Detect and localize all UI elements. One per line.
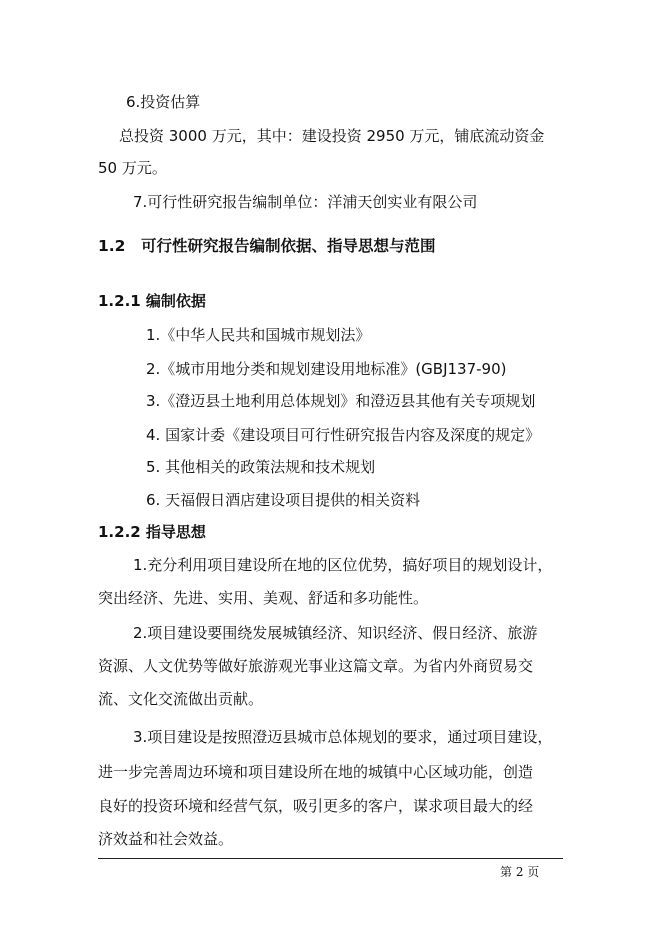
guiding-p3-line-1: 3.项目建设是按照澄迈县城市总体规划的要求，通过项目建设， — [133, 728, 553, 746]
basis-list-item-4: 4. 国家计委《建设项目可行性研究报告内容及深度的规定》 — [146, 426, 541, 444]
guiding-p2-line-1: 2.项目建设要围绕发展城镇经济、知识经济、假日经济、旅游 — [133, 624, 538, 642]
guiding-p1-line-2: 突出经济、先进、实用、美观、舒适和多功能性。 — [98, 589, 429, 607]
basis-list-item-5: 5. 其他相关的政策法规和技术规划 — [146, 458, 376, 476]
basis-list-item-3: 3.《澄迈县土地利用总体规划》和澄迈县其他有关专项规划 — [146, 392, 536, 410]
guiding-p3-line-2: 进一步完善周边环境和项目建设所在地的城镇中心区域功能，创造 — [98, 763, 534, 781]
basis-list-item-1: 1.《中华人民共和国城市规划法》 — [146, 326, 371, 344]
heading-1-2: 1.2 可行性研究报告编制依据、指导思想与范围 — [98, 237, 436, 255]
guiding-p2-line-2: 资源、人文优势等做好旅游观光事业这篇文章。为省内外商贸易交 — [98, 657, 534, 675]
guiding-p3-line-3: 良好的投资环境和经营气氛，吸引更多的客户，谋求项目最大的经 — [98, 797, 534, 815]
section-6-title: 6.投资估算 — [126, 93, 201, 111]
basis-list-item-6: 6. 天福假日酒店建设项目提供的相关资料 — [146, 491, 421, 509]
basis-list-item-2: 2.《城市用地分类和规划建设用地标准》(GBJ137-90) — [146, 360, 507, 378]
heading-1-2-2: 1.2.2 指导思想 — [98, 523, 206, 541]
guiding-p2-line-3: 流、文化交流做出贡献。 — [98, 690, 264, 708]
section-6-body-line-1: 总投资 3000 万元，其中：建设投资 2950 万元，铺底流动资金 — [119, 127, 545, 145]
section-6-body-line-2: 50 万元。 — [98, 159, 167, 177]
page-number: 第 2 页 — [500, 865, 540, 879]
guiding-p3-line-4: 济效益和社会效益。 — [98, 830, 234, 848]
footer-rule — [98, 858, 563, 859]
guiding-p1-line-1: 1.充分利用项目建设所在地的区位优势，搞好项目的规划设计， — [133, 556, 553, 574]
section-7-title: 7.可行性研究报告编制单位：洋浦天创实业有限公司 — [133, 193, 478, 211]
heading-1-2-1: 1.2.1 编制依据 — [98, 292, 206, 310]
